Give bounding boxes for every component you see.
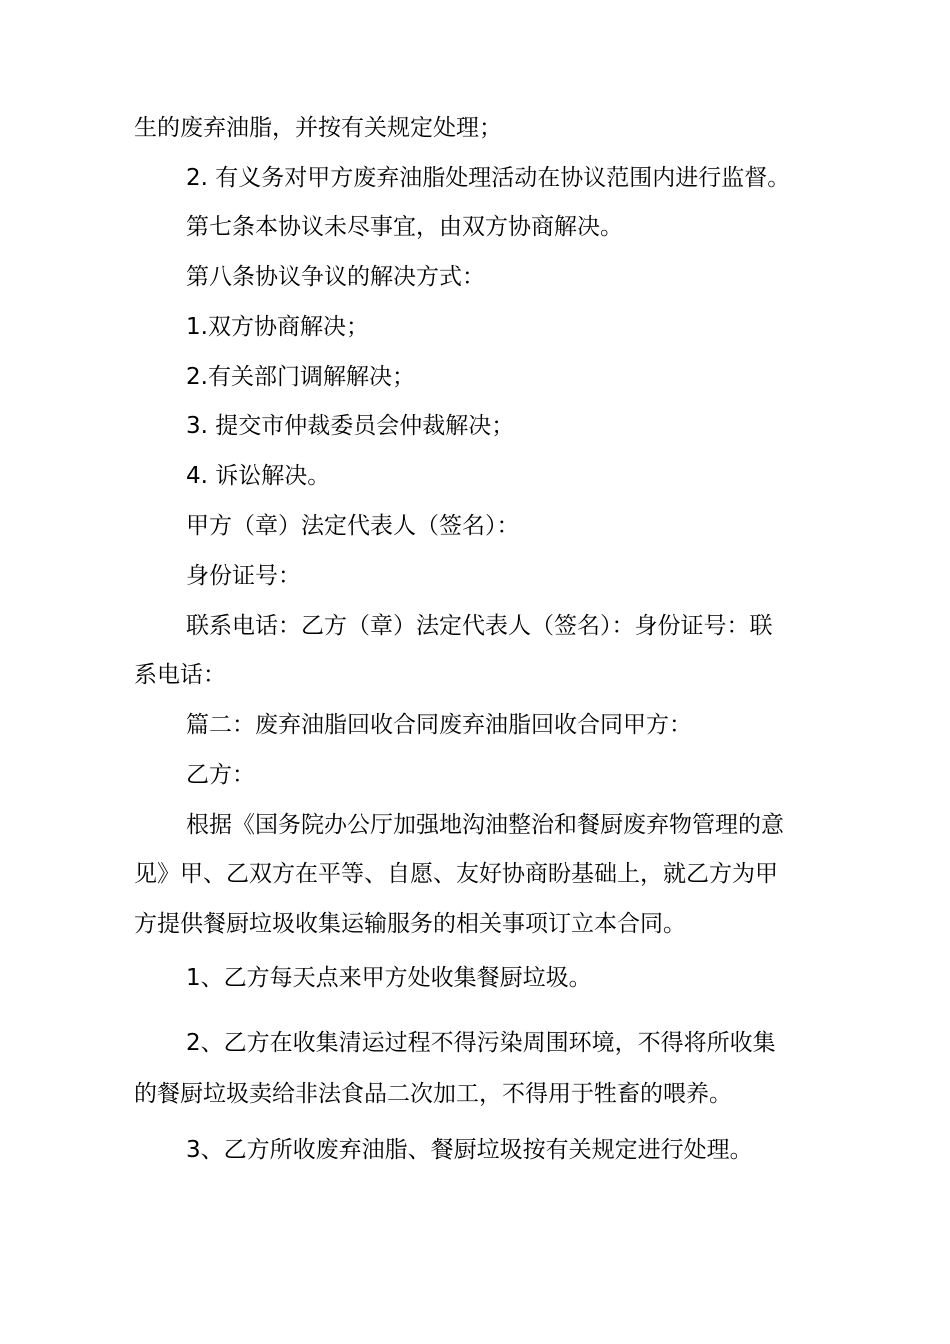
text-line: 3、乙方所收废弃油脂、餐厨垃圾按有关规定进行处理。 [186,1137,753,1163]
text-line: 生的废弃油脂，并按有关规定处理； [134,115,502,141]
text-line: 2.有关部门调解解决； [186,364,415,390]
text-line: 3. 提交市仲裁委员会仲裁解决； [186,413,515,439]
text-line: 的餐厨垃圾卖给非法食品二次加工，不得用于牲畜的喂养。 [134,1081,732,1107]
text-line: 1、乙方每天点来甲方处收集餐厨垃圾。 [186,965,592,991]
text-line: 第八条协议争议的解决方式： [186,264,485,290]
text-line: 根据《国务院办公厅加强地沟油整治和餐厨废弃物管理的意 [186,812,784,838]
text-line: 4. 诉讼解决。 [186,463,331,489]
text-line: 乙方： [186,762,255,788]
text-line: 2. 有义务对甲方废弃油脂处理活动在协议范围内进行监督。 [186,165,791,191]
text-line: 2、乙方在收集清运过程不得污染周围环境，不得将所收集 [186,1030,776,1056]
text-line: 方提供餐厨垃圾收集运输服务的相关事项订立本合同。 [134,911,686,937]
text-line: 联系电话：乙方（章）法定代表人（签名）：身份证号：联 [186,613,773,639]
text-line: 第七条本协议未尽事宜，由双方协商解决。 [186,214,623,240]
text-line: 身份证号： [186,563,301,589]
text-line: 见》甲、乙双方在平等、自愿、友好协商盼基础上，就乙方为甲 [134,861,778,887]
text-line: 甲方（章）法定代表人（签名）： [186,513,520,539]
text-line: 系电话： [134,662,226,688]
text-line: 1.双方协商解决； [186,314,369,340]
text-line: 篇二：废弃油脂回收合同废弃油脂回收合同甲方： [186,712,692,738]
